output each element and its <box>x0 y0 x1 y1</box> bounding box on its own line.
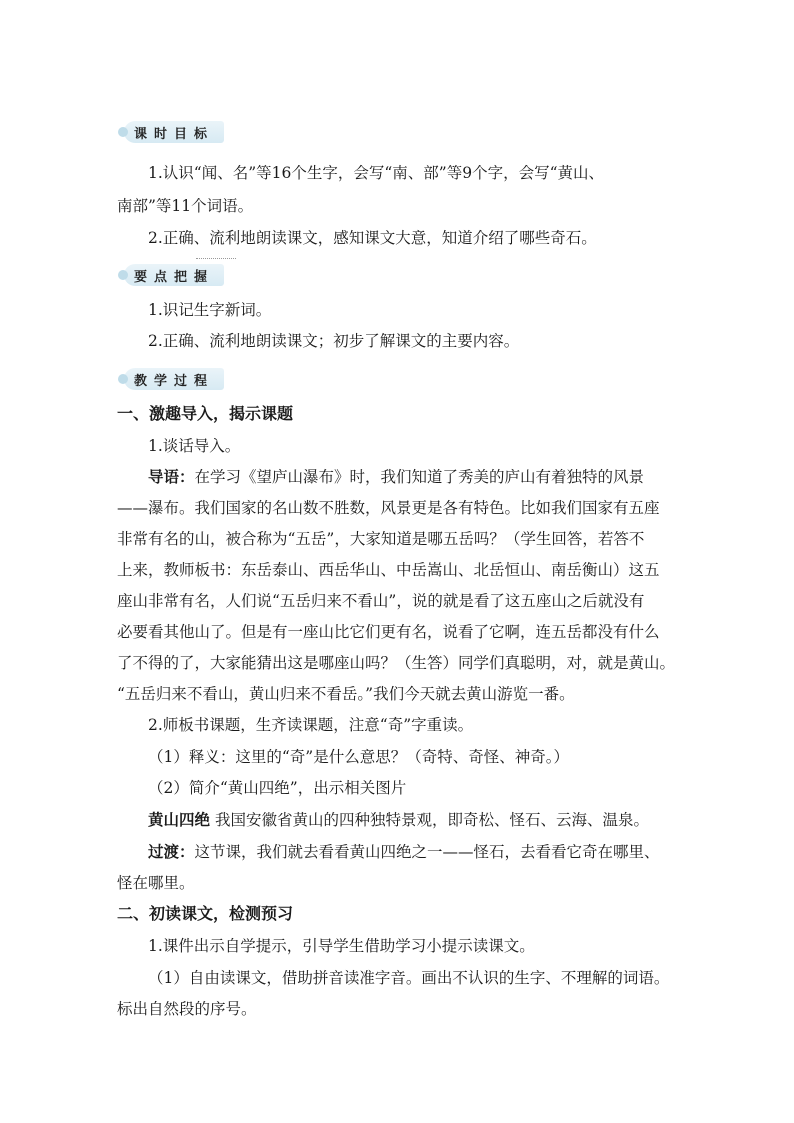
part-1-sub-1: （1）释义：这里的“奇”是什么意思？（奇特、奇怪、神奇。） <box>148 748 569 766</box>
section-tag-keypoints <box>124 264 224 286</box>
goal-1-line-2: 南部”等11个词语。 <box>117 197 254 215</box>
intro-text-1: 在学习《望庐山瀑布》时，我们知道了秀美的庐山有着独特的风景 <box>194 468 645 486</box>
intro-line-3: 非常有名的山，被合称为“五岳”，大家知道是哪五岳吗？（学生回答，若答不 <box>117 530 645 548</box>
part-1-sub-2: （2）简介“黄山四绝”，出示相关图片 <box>148 779 407 797</box>
intro-line-8: “五岳归来不看山，黄山归来不看岳。”我们今天就去黄山游览一番。 <box>117 685 575 703</box>
part-2-sub-1-line-1: （1）自由读课文，借助拼音读准字音。画出不认识的生字、不理解的词语。 <box>148 969 670 987</box>
part-1-step-1: 1.谈话导入。 <box>148 437 241 455</box>
transition-label: 过渡： <box>148 843 195 861</box>
intro-line-2: ——瀑布。我们国家的名山数不胜数，风景更是各有特色。比如我们国家有五座 <box>117 499 660 517</box>
intro-line-4: 上来，教师板书：东岳泰山、西岳华山、中岳嵩山、北岳恒山、南岳衡山）这五 <box>117 561 660 579</box>
keypoint-1: 1.识记生字新词。 <box>148 301 272 319</box>
goal-1-line-1: 1.认识“闻、名”等16个生字，会写“南、部”等9个字，会写“黄山、 <box>148 164 604 182</box>
four-wonders-line <box>148 810 682 830</box>
section-tag-keypoints-label: 要点把握 <box>134 269 215 285</box>
intro-line-7: 了不得的了，大家能猜出这是哪座山吗？（生答）同学们真聪明，对，就是黄山。 <box>117 654 676 672</box>
transition-text-1: 这节课，我们就去看看黄山四绝之一——怪石，去看看它奇在哪里、 <box>194 843 660 861</box>
tag-decoration-icon <box>118 270 128 280</box>
tag-decoration-icon <box>118 127 128 137</box>
intro-paragraph-line-1 <box>148 467 682 487</box>
section-tag-goals <box>124 121 224 143</box>
dotted-separator <box>196 258 236 261</box>
keypoint-2: 2.正确、流利地朗读课文；初步了解课文的主要内容。 <box>148 332 520 350</box>
four-wonders-text: 我国安徽省黄山的四种独特景观，即奇松、怪石、云海、温泉。 <box>210 811 649 829</box>
part-2-sub-1-line-2: 标出自然段的序号。 <box>117 1000 257 1018</box>
part-2-step-1: 1.课件出示自学提示，引导学生借助学习小提示读课文。 <box>148 937 535 955</box>
transition-line-1 <box>148 842 682 862</box>
section-tag-process <box>124 368 224 390</box>
tag-decoration-icon <box>118 374 128 384</box>
four-wonders-label: 黄山四绝 <box>148 811 211 829</box>
intro-label: 导语： <box>148 468 195 486</box>
section-tag-process-label: 教学过程 <box>134 373 215 389</box>
transition-line-2: 怪在哪里。 <box>117 874 195 892</box>
section-tag-goals-label: 课时目标 <box>134 126 215 142</box>
goal-2: 2.正确、流利地朗读课文，感知课文大意，知道介绍了哪些奇石。 <box>148 229 597 247</box>
part-1-step-2: 2.师板书课题，生齐读课题，注意“奇”字重读。 <box>148 716 474 734</box>
intro-line-5: 座山非常有名，人们说“五岳归来不看山”，说的就是看了这五座山之后就没有 <box>117 592 645 610</box>
part-2-heading: 二、初读课文，检测预习 <box>117 904 294 923</box>
part-1-heading: 一、激趣导入，揭示课题 <box>117 404 294 423</box>
intro-line-6: 必要看其他山了。但是有一座山比它们更有名，说看了它啊，连五岳都没有什么 <box>117 623 660 641</box>
